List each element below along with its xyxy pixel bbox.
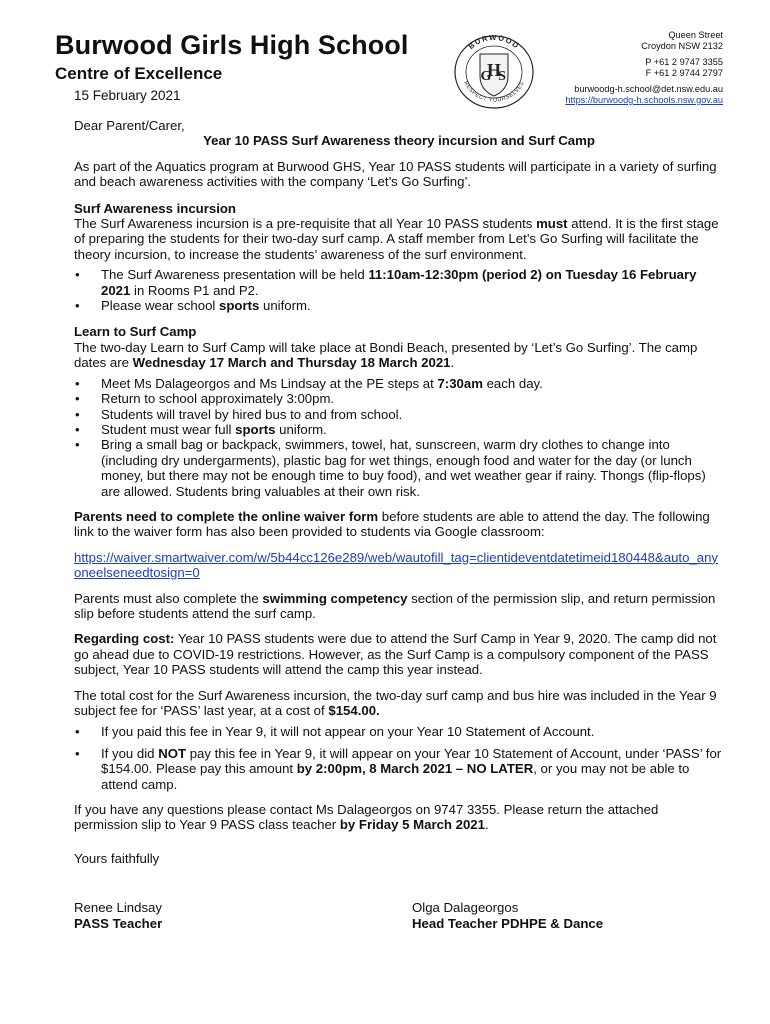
questions-paragraph: If you have any questions please contact Ms Dalageorgos on 9747 3355. Please return the attached permission slip to Year 9 PASS class teacher by Friday 5 March 2021. <box>74 802 659 833</box>
contact-fax: F +61 2 9744 2797 <box>645 68 723 78</box>
list-item: • If you paid this fee in Year 9, it will not appear on your Year 10 Statement of Account. <box>74 724 724 739</box>
signatory-role: Head Teacher PDHPE & Dance <box>412 915 604 931</box>
incursion-heading: Surf Awareness incursion <box>74 200 236 216</box>
swimming-paragraph: Parents must also complete the swimming competency section of the permission slip, and return permission slip before students attend the surf camp. <box>74 590 716 621</box>
school-subtitle: Centre of Excellence <box>55 64 223 83</box>
crest-monogram-g: G <box>480 69 492 84</box>
signatory-name: Olga Dalageorgos <box>412 900 519 916</box>
crest-monogram-h: H <box>486 60 502 80</box>
school-crest-logo <box>446 30 542 110</box>
list-item: • Please wear school sports uniform. <box>74 298 724 313</box>
camp-paragraph: The two-day Learn to Surf Camp will take place at Bondi Beach, presented by ‘Let’s Go Surfing’. The camp dates are Wednesday 17 March and Thursday 18 March 2021. <box>74 339 698 371</box>
crest-top-text: BURWOOD <box>466 32 522 51</box>
signatory-role: PASS Teacher <box>74 915 163 931</box>
signoff: Yours faithfully <box>74 850 160 866</box>
list-item: • Meet Ms Dalageorgos and Ms Lindsay at the PE steps at 7:30am each day. <box>74 376 724 391</box>
contact-street: Queen Street <box>668 30 723 40</box>
letter-body <box>74 118 724 932</box>
incursion-list <box>74 267 724 313</box>
list-item: • Return to school approximately 3:00pm. <box>74 391 724 406</box>
camp-heading: Learn to Surf Camp <box>74 324 197 340</box>
letter-title: Year 10 PASS Surf Awareness theory incursion and Surf Camp <box>203 133 595 149</box>
incursion-paragraph: The Surf Awareness incursion is a pre-requisite that all Year 10 PASS students must attend. It is the first stage of preparing the students for their two-day surf camp. A staff member from Let’s Go Surfing will facilitate the theory incursion, to increase the students’ awareness of the surf environment. <box>74 216 719 262</box>
list-item: • Students will travel by hired bus to and from school. <box>74 407 724 422</box>
list-item: • If you did NOT pay this fee in Year 9, it will appear on your Year 10 Statement of Account, under ‘PASS’ for $154.00. Please pay this amount by 2:00pm, 8 March 2021 – NO LATER, or you may not be able to attend camp. <box>74 746 724 792</box>
letter-date: 15 February 2021 <box>74 88 181 103</box>
contact-phone: P +61 2 9747 3355 <box>645 57 723 67</box>
school-contact-block <box>565 30 723 106</box>
crest-monogram-s: S <box>498 69 506 84</box>
total-cost-paragraph: The total cost for the Surf Awareness incursion, the two-day surf camp and bus hire was included in the Year 9 subject fee for ‘PASS’ last year, at a cost of $154.00. <box>74 687 717 718</box>
signatory-left <box>74 900 162 931</box>
intro-paragraph: As part of the Aquatics program at Burwood GHS, Year 10 PASS students will participate in a variety of surfing and beach awareness activities with the company ‘Let’s Go Surfing’. <box>74 158 717 190</box>
crest-bottom-text: RESPECT YOURSELVES <box>462 80 526 104</box>
list-item: • Student must wear full sports uniform. <box>74 422 724 437</box>
svg-text:BURWOOD <box>467 33 522 51</box>
contact-suburb: Croydon NSW 2132 <box>641 41 723 51</box>
cost-list <box>74 724 724 792</box>
signatory-name: Renee Lindsay <box>74 900 162 916</box>
contact-website-link[interactable]: https://burwoodg-h.schools.nsw.gov.au <box>565 95 723 105</box>
waiver-link[interactable]: https://waiver.smartwaiver.com/w/5b44cc126e289/web/wautofill_tag=clientideventdatetimeid180448&auto_anyoneelseneedtosign=0 <box>74 549 719 581</box>
cost-paragraph: Regarding cost: Year 10 PASS students were due to attend the Surf Camp in Year 9, 2020. The camp did not go ahead due to COVID-19 restrictions. However, as the Surf Camp is a compulsory component of the PASS subject, Year 10 PASS students will attend the camp this year instead. <box>74 631 717 678</box>
list-item: • Bring a small bag or backpack, swimmers, towel, hat, sunscreen, warm dry clothes to change into (including dry undergarments), plastic bag for wet things, enough food and water for the day (or lunch money, but there may not be enough time to buy food), and wet weather gear if rainy. Thongs (flip-flops) are allowed. Students bring valuables at their own risk. <box>74 437 724 499</box>
salutation: Dear Parent/Carer, <box>74 118 185 133</box>
signature-block <box>74 900 724 932</box>
list-item: • The Surf Awareness presentation will be held 11:10am-12:30pm (period 2) on Tuesday 16 February 2021 in Rooms P1 and P2. <box>74 267 724 298</box>
camp-list <box>74 376 724 499</box>
contact-email: burwoodg-h.school@det.nsw.edu.au <box>574 84 723 94</box>
waiver-paragraph: Parents need to complete the online waiver form before students are able to attend the day. The following link to the waiver form has also been provided to students via Google classroom: <box>74 508 710 540</box>
school-name: Burwood Girls High School <box>55 30 409 60</box>
signatory-right <box>412 900 603 931</box>
